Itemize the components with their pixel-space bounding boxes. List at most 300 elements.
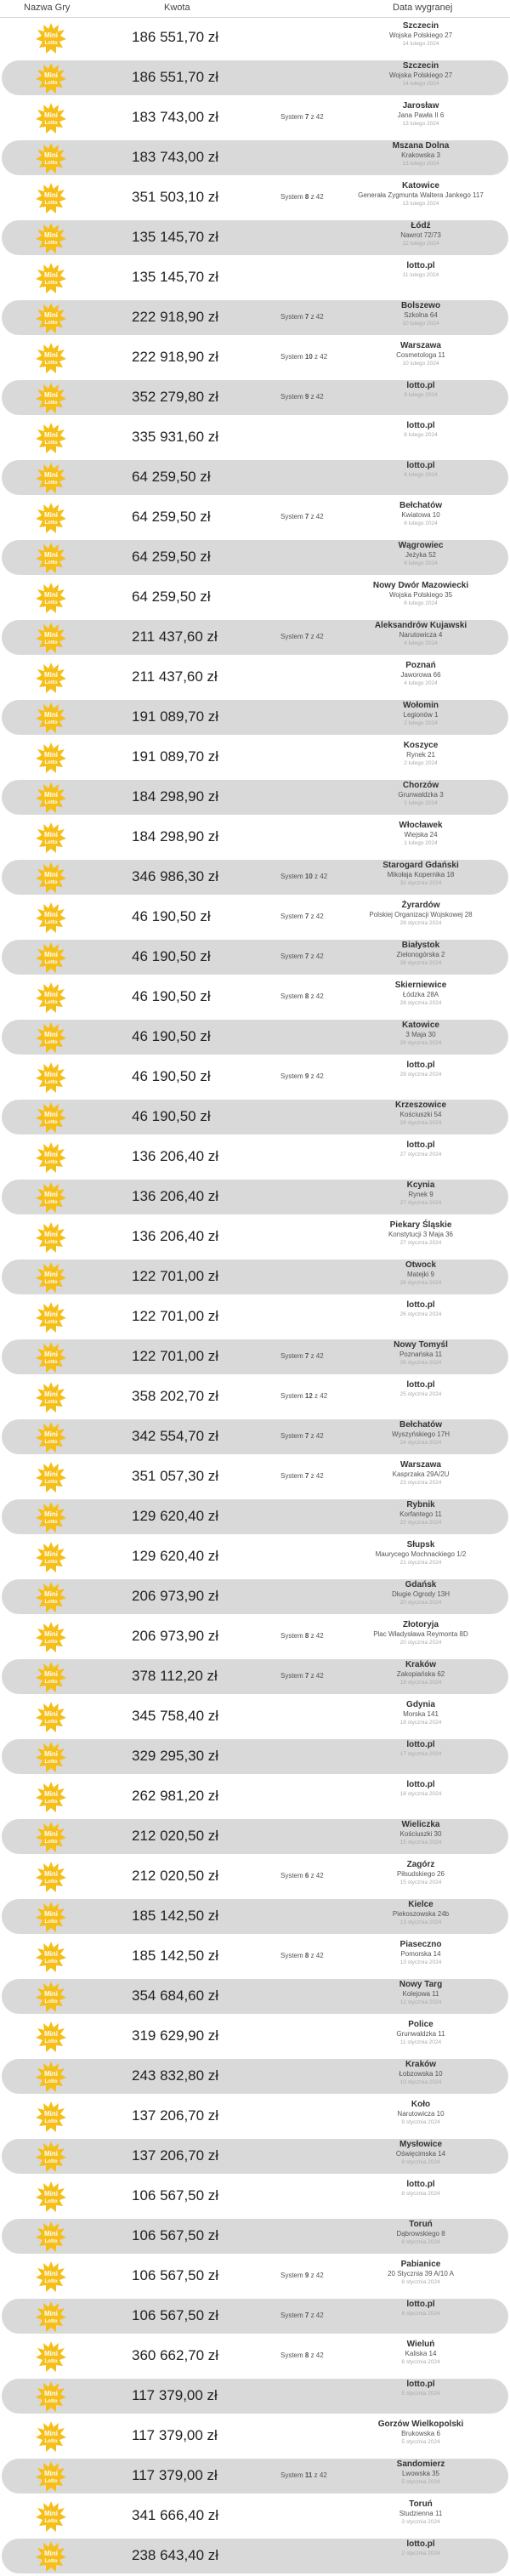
svg-text:Lotto: Lotto [44,2279,58,2284]
win-date: 2 stycznia 2024 [401,2550,440,2556]
svg-text:Mini: Mini [44,1351,58,1358]
table-row [0,2416,510,2456]
system-label: System 7 z 42 [280,313,324,321]
svg-text:Mini: Mini [44,1231,58,1238]
table-row [0,1817,510,1857]
svg-text:Mini: Mini [44,1510,58,1518]
prize-amount: 46 190,50 zł [132,908,211,924]
prize-amount: 222 918,90 zł [132,349,219,365]
win-city: Warszawa [400,1460,441,1470]
mini-lotto-logo-icon [36,2501,66,2532]
win-address: Krakowska 3 [401,151,440,159]
svg-text:Lotto: Lotto [44,361,58,366]
win-city: Bełchatów [399,1420,442,1430]
win-address: Piekoszowska 24b [392,1910,450,1918]
table-row [0,2336,510,2376]
prize-amount: 222 918,90 zł [132,309,219,325]
mini-lotto-logo-icon [36,303,66,333]
svg-text:Mini: Mini [44,551,58,559]
prize-amount: 212 020,50 zł [132,1828,219,1844]
mini-lotto-logo-icon [36,383,66,413]
win-address: Grunwaldzka 11 [396,2030,445,2038]
svg-text:Mini: Mini [44,1590,58,1598]
svg-text:Mini: Mini [44,71,58,79]
table-row [0,817,510,857]
table-row [0,1577,510,1617]
win-address: Wiejska 24 [404,831,438,839]
win-city: Kielce [408,1900,434,1909]
svg-text:Lotto: Lotto [44,121,58,126]
header-location: Data wygranej [393,3,453,13]
svg-text:Mini: Mini [44,911,58,918]
win-city: Szczecin [402,61,439,71]
win-city: Kraków [405,1660,437,1669]
win-address: Kasprzaka 29A/2U [392,1470,450,1478]
svg-text:Lotto: Lotto [44,2079,58,2084]
win-location [332,1140,510,1159]
prize-amount: 191 089,70 zł [132,748,219,765]
mini-lotto-logo-icon [36,2141,66,2172]
prize-amount: 211 437,60 zł [132,628,218,645]
mini-lotto-logo-icon [36,902,66,933]
table-row [0,458,510,498]
win-location [332,981,510,1008]
prize-amount: 137 206,70 zł [132,2147,219,2164]
prize-amount: 342 554,70 zł [132,1428,219,1444]
svg-text:Lotto: Lotto [44,920,58,925]
svg-text:Mini: Mini [44,1550,58,1558]
table-row [0,218,510,258]
win-date: 12 stycznia 2024 [400,1999,442,2005]
table-row [0,2256,510,2296]
win-date: 27 stycznia 2024 [400,1200,442,1206]
svg-text:Lotto: Lotto [44,2319,58,2324]
system-label: System 8 z 42 [280,193,324,201]
table-row [0,1377,510,1417]
win-date: 8 stycznia 2024 [401,2279,440,2285]
mini-lotto-logo-icon [36,982,66,1013]
table-row [0,2176,510,2216]
win-city: lotto.pl [406,1740,435,1749]
header-amount: Kwota [164,3,190,13]
svg-text:Mini: Mini [44,1910,58,1918]
win-location [332,421,510,440]
svg-text:Mini: Mini [44,431,58,439]
win-date: 5 stycznia 2024 [401,2479,440,2485]
win-date: 6 stycznia 2024 [401,2359,440,2365]
mini-lotto-logo-icon [36,782,66,813]
win-address: Narutowicza 4 [399,631,443,639]
prize-amount: 64 259,50 zł [132,509,211,525]
mini-lotto-logo-icon [36,143,66,173]
svg-text:Mini: Mini [44,1830,58,1838]
system-label: System 8 z 42 [280,1632,324,1640]
win-city: Jarosław [402,101,439,111]
win-date: 13 lutego 2024 [402,121,439,127]
prize-amount: 183 743,00 zł [132,109,219,125]
win-city: Warszawa [400,341,441,350]
win-city: Mszana Dolna [392,141,450,151]
prize-amount: 106 567,50 zł [132,2267,219,2283]
win-address: Wojska Polskiego 35 [388,591,453,599]
system-label: System 8 z 42 [280,992,324,1000]
win-city: Koszyce [403,741,439,750]
win-address: Generała Zygmunta Waltera Jankego 117 [358,191,484,199]
win-date: 6 lutego 2024 [404,560,438,566]
system-label: System 8 z 42 [280,2351,324,2359]
win-date: 21 stycznia 2024 [400,1560,442,1566]
mini-lotto-logo-icon [36,822,66,853]
prize-amount: 122 701,00 zł [132,1348,219,1364]
win-location [332,2020,510,2047]
svg-text:Lotto: Lotto [44,1000,58,1005]
win-location [332,2340,510,2367]
svg-text:Mini: Mini [44,2430,58,2437]
win-location [332,2300,510,2318]
win-date: 28 stycznia 2024 [400,1072,442,1078]
svg-text:Lotto: Lotto [44,1560,58,1565]
system-label: System 9 z 42 [280,1072,324,1080]
win-city: Koło [411,2100,431,2109]
prize-amount: 378 112,20 zł [132,1668,218,1684]
svg-text:Lotto: Lotto [44,481,58,486]
win-date: 6 lutego 2024 [404,472,438,478]
win-location [332,181,510,208]
win-location [332,621,510,648]
svg-text:Lotto: Lotto [44,1520,58,1525]
svg-text:Lotto: Lotto [44,161,58,166]
mini-lotto-logo-icon [36,2301,66,2332]
prize-amount: 117 379,00 zł [132,2467,218,2483]
win-city: Szczecin [402,21,439,31]
svg-text:Lotto: Lotto [44,41,58,46]
prize-amount: 64 259,50 zł [132,589,211,605]
win-location [332,941,510,968]
win-location [332,1860,510,1887]
prize-amount: 46 190,50 zł [132,1028,211,1044]
win-location [332,1420,510,1447]
win-location [332,1260,510,1288]
svg-text:Mini: Mini [44,2350,58,2357]
svg-text:Mini: Mini [44,2030,58,2038]
svg-text:Mini: Mini [44,1990,58,1998]
win-date: 14 lutego 2024 [402,81,439,87]
win-date: 9 stycznia 2024 [401,2119,440,2125]
win-date: 17 stycznia 2024 [400,1751,442,1757]
svg-text:Mini: Mini [44,1950,58,1958]
table-row [0,2096,510,2136]
table-row [0,1137,510,1177]
win-address: Plac Władysława Reymonta 8D [373,1630,468,1638]
svg-text:Mini: Mini [44,2310,58,2317]
win-address: Pomorska 14 [400,1950,441,1958]
win-city: Katowice [402,1021,439,1030]
win-date: 8 stycznia 2024 [401,2191,440,2197]
mini-lotto-logo-icon [36,343,66,373]
svg-text:Mini: Mini [44,1470,58,1478]
table-row [0,1017,510,1057]
prize-amount: 354 684,60 zł [132,1987,219,2004]
table-row [0,737,510,777]
table-row [0,1936,510,1976]
win-address: Kaliska 14 [405,2350,437,2357]
svg-text:Lotto: Lotto [44,760,58,765]
svg-text:Mini: Mini [44,2510,58,2517]
win-location [332,21,510,48]
prize-amount: 243 832,80 zł [132,2067,219,2084]
svg-text:Lotto: Lotto [44,1160,58,1165]
mini-lotto-logo-icon [36,1622,66,1652]
win-location [332,461,510,480]
svg-text:Mini: Mini [44,391,58,399]
mini-lotto-logo-icon [36,702,66,733]
win-city: Police [408,2020,434,2029]
win-date: 20 stycznia 2024 [400,1600,442,1606]
svg-text:Mini: Mini [44,2070,58,2078]
win-date: 3 stycznia 2024 [401,2519,440,2525]
table-row [0,1457,510,1497]
table-row [0,937,510,977]
prize-amount: 122 701,00 zł [132,1308,219,1324]
win-city: Wieluń [406,2340,435,2349]
table-row [0,1657,510,1697]
win-city: Otwock [405,1260,437,1270]
svg-text:Lotto: Lotto [44,800,58,805]
win-city: Bełchatów [399,501,442,510]
mini-lotto-logo-icon [36,503,66,533]
win-address: Dąbrowskiego 8 [396,2230,445,2238]
svg-text:Mini: Mini [44,151,58,159]
win-date: 5 stycznia 2024 [401,2391,440,2397]
svg-text:Lotto: Lotto [44,1440,58,1445]
win-address: Konstytucji 3 Maja 36 [388,1231,454,1238]
svg-text:Mini: Mini [44,471,58,479]
win-location [332,2539,510,2558]
table-row [0,138,510,178]
svg-text:Lotto: Lotto [44,1999,58,2005]
win-address: Zielonogórska 2 [396,951,445,958]
win-location [332,301,510,328]
prize-amount: 117 379,00 zł [132,2427,218,2443]
win-address: Korfantego 11 [400,1510,442,1518]
win-city: Kcynia [406,1180,435,1190]
table-row [0,777,510,817]
win-city: Aleksandrów Kujawski [374,621,468,630]
svg-text:Lotto: Lotto [44,1280,58,1285]
win-address: Jana Pawła II 6 [397,111,445,119]
system-label: System 9 z 42 [280,2272,324,2279]
win-address: Piłsudskiego 26 [396,1870,445,1878]
win-city: Kraków [405,2060,437,2069]
svg-text:Mini: Mini [44,591,58,599]
mini-lotto-logo-icon [36,463,66,493]
svg-text:Mini: Mini [44,1870,58,1878]
mini-lotto-logo-icon [36,2461,66,2492]
table-row [0,1097,510,1137]
win-date: 20 stycznia 2024 [400,1640,442,1646]
svg-text:Mini: Mini [44,1071,58,1078]
win-address: Kwiatowa 10 [401,511,440,519]
table-row [0,697,510,737]
prize-amount: 345 758,40 zł [132,1708,219,1724]
win-date: 28 stycznia 2024 [400,1040,442,1046]
svg-text:Mini: Mini [44,1031,58,1038]
mini-lotto-logo-icon [36,2381,66,2412]
table-row [0,298,510,338]
mini-lotto-logo-icon [36,1382,66,1413]
svg-text:Lotto: Lotto [44,560,58,566]
table-row [0,178,510,218]
win-date: 15 stycznia 2024 [400,1879,442,1885]
win-date: 11 lutego 2024 [402,272,439,278]
prize-amount: 212 020,50 zł [132,1868,219,1884]
win-city: Zagórz [406,1860,435,1869]
system-label: System 6 z 42 [280,1872,324,1879]
system-label: System 7 z 42 [280,633,324,640]
svg-text:Lotto: Lotto [44,960,58,965]
win-date: 26 stycznia 2024 [400,1360,442,1366]
table-row [0,1857,510,1896]
table-row [0,2016,510,2056]
table-row [0,1257,510,1297]
prize-amount: 137 206,70 zł [132,2107,219,2124]
svg-text:Lotto: Lotto [44,1360,58,1365]
svg-text:Mini: Mini [44,2150,58,2158]
svg-text:Mini: Mini [44,1111,58,1118]
system-label: System 7 z 42 [280,113,324,121]
svg-text:Lotto: Lotto [44,2559,58,2564]
win-city: Skierniewice [394,981,447,990]
win-city: Toruń [409,2499,433,2509]
win-date: 2 lutego 2024 [404,720,438,726]
prize-amount: 135 145,70 zł [132,229,219,245]
win-location [332,2499,510,2527]
win-city: lotto.pl [406,381,435,390]
win-address: Kościuszki 54 [400,1111,442,1118]
win-location [332,501,510,528]
win-date: 26 stycznia 2024 [400,1280,442,1286]
prize-amount: 335 931,60 zł [132,429,219,445]
win-city: Gdańsk [405,1580,437,1589]
win-location [332,1340,510,1368]
svg-text:Lotto: Lotto [44,1640,58,1645]
svg-text:Mini: Mini [44,2550,58,2557]
win-location [332,581,510,608]
win-city: Katowice [402,181,439,190]
win-address: 3 Maja 30 [405,1031,436,1038]
win-location [332,861,510,888]
table-row [0,2056,510,2096]
system-label: System 10 z 42 [280,353,328,361]
svg-text:Mini: Mini [44,1790,58,1798]
table-row [0,338,510,378]
svg-text:Mini: Mini [44,2110,58,2118]
svg-text:Lotto: Lotto [44,1480,58,1485]
table-row [0,2296,510,2336]
mini-lotto-logo-icon [36,1742,66,1772]
mini-lotto-logo-icon [36,1702,66,1732]
table-row [0,2496,510,2536]
prize-amount: 184 298,90 zł [132,788,219,805]
prize-amount: 106 567,50 zł [132,2307,219,2323]
svg-text:Lotto: Lotto [44,1400,58,1405]
win-city: lotto.pl [406,1061,435,1070]
win-location [332,701,510,728]
table-row [0,1297,510,1337]
win-location [332,541,510,568]
win-city: Słupsk [406,1540,435,1550]
win-location [332,141,510,168]
mini-lotto-logo-icon [36,2541,66,2572]
table-row [0,2376,510,2416]
win-location [332,661,510,688]
mini-lotto-logo-icon [36,942,66,973]
prize-amount: 186 551,70 zł [132,69,219,85]
svg-text:Lotto: Lotto [44,441,58,446]
win-location [332,1940,510,1967]
win-city: Piekary Śląskie [389,1220,452,1230]
svg-text:Lotto: Lotto [44,401,58,406]
win-city: Toruń [409,2220,433,2229]
mini-lotto-logo-icon [36,1982,66,2012]
table-row [0,2136,510,2176]
prize-amount: 341 666,40 zł [132,2507,219,2523]
svg-text:Lotto: Lotto [44,1040,58,1045]
win-date: 4 lutego 2024 [404,680,438,686]
svg-text:Lotto: Lotto [44,241,58,246]
prize-amount: 183 743,00 zł [132,149,219,165]
svg-text:Mini: Mini [44,2470,58,2477]
system-label: System 7 z 42 [280,1472,324,1480]
win-date: 31 stycznia 2024 [400,880,442,886]
win-city: lotto.pl [406,421,435,430]
svg-text:Lotto: Lotto [44,720,58,725]
win-city: Gdynia [406,1700,435,1709]
win-address: Grunwaldzka 3 [398,791,444,799]
prize-amount: 360 662,70 zł [132,2347,219,2363]
svg-text:Mini: Mini [44,991,58,998]
svg-text:Lotto: Lotto [44,600,58,606]
win-city: Mysłowice [399,2140,443,2149]
mini-lotto-logo-icon [36,862,66,893]
svg-text:Mini: Mini [44,351,58,359]
svg-text:Mini: Mini [44,511,58,519]
mini-lotto-logo-icon [36,1342,66,1373]
win-location [332,821,510,848]
table-row [0,1337,510,1377]
prize-amount: 46 190,50 zł [132,1108,211,1124]
win-date: 13 stycznia 2024 [400,1959,442,1965]
win-address: Kolejowa 11 [402,1990,439,1998]
prize-amount: 46 190,50 zł [132,988,211,1004]
svg-text:Mini: Mini [44,711,58,719]
win-address: Maurycego Mochnackiego 1/2 [375,1550,467,1558]
table-row [0,58,510,98]
table-row [0,1217,510,1257]
prize-amount: 135 145,70 zł [132,269,219,285]
win-city: Bolszewo [400,301,441,310]
win-address: Jaworowa 66 [400,671,441,679]
win-location [332,1460,510,1487]
win-date: 28 stycznia 2024 [400,960,442,966]
mini-lotto-logo-icon [36,23,66,54]
svg-text:Mini: Mini [44,1390,58,1398]
win-city: lotto.pl [406,2180,435,2189]
mini-lotto-logo-icon [36,1902,66,1932]
svg-text:Lotto: Lotto [44,1680,58,1685]
win-date: 28 stycznia 2024 [400,1120,442,1126]
win-location [332,2100,510,2127]
